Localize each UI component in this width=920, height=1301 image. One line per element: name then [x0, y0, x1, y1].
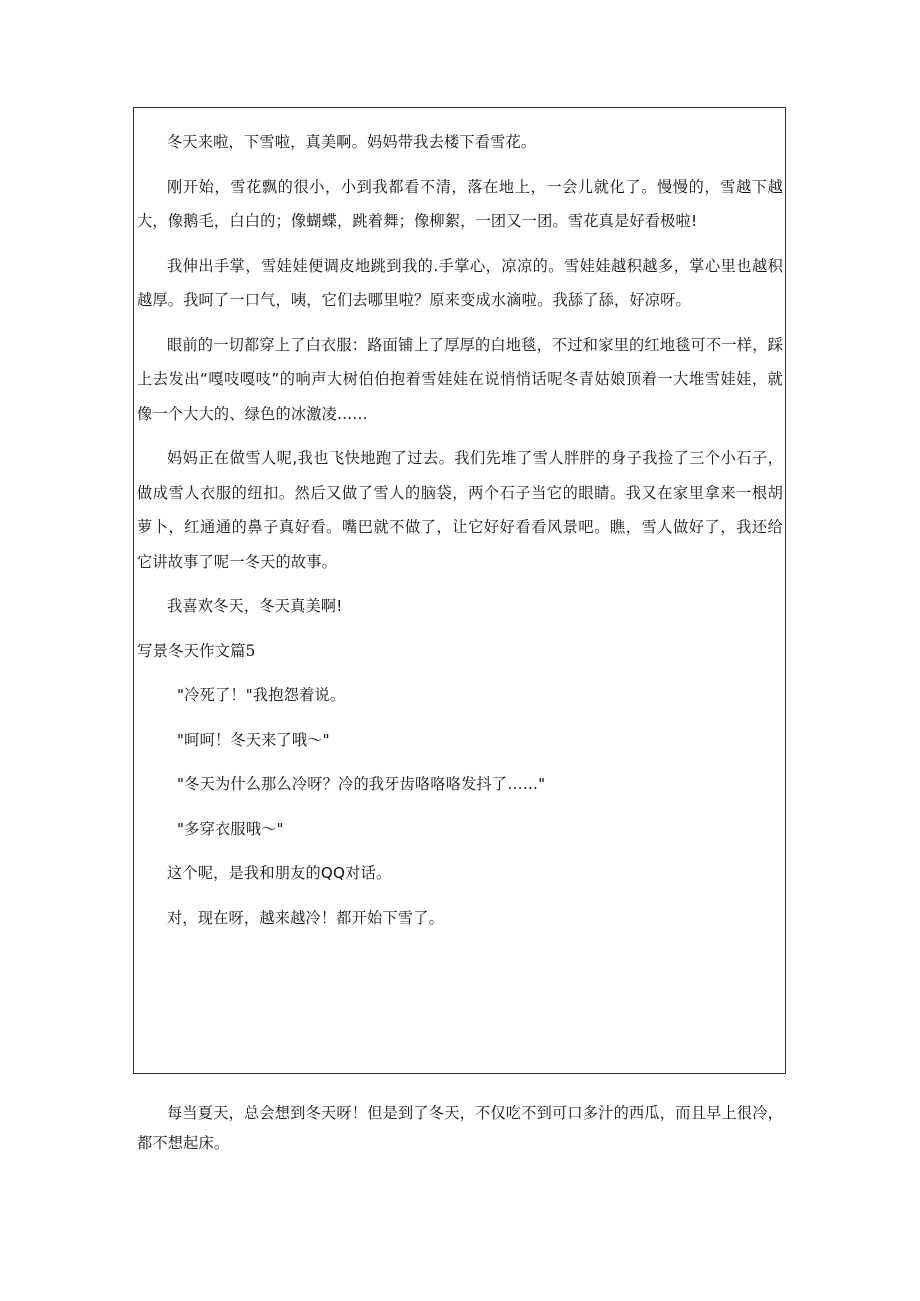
dialog-line: "多穿衣服哦～" — [177, 819, 284, 838]
paragraph-love-winter: 我喜欢冬天，冬天真美啊! — [167, 597, 343, 615]
paragraph-palm: 我伸出手掌，雪娃娃便调皮地跳到我的.手掌心，凉凉的。雪娃娃越积越多，掌心里也越积越厚。我呵了一口气，咦，它们去哪里啦？原来变成水滴啦。我舔了舔，好凉呀。 — [137, 256, 783, 309]
essay-box — [133, 107, 786, 1074]
section-title: 写景冬天作文篇5 — [137, 641, 256, 660]
paragraph-summer-winter: 每当夏天，总会想到冬天呀！但是到了冬天，不仅吃不到可口多汁的西瓜，而且早上很冷，都不想起床。 — [137, 1104, 783, 1152]
paragraph-snowflakes: 刚开始，雪花飘的很小，小到我都看不清，落在地上，一会儿就化了。慢慢的，雪越下越大，像鹅毛，白白的；像蝴蝶，跳着舞；像柳絮，一团又一团。雪花真是好看极啦! — [137, 177, 783, 230]
paragraph-snowing: 对，现在呀，越来越冷！都开始下雪了。 — [167, 908, 444, 927]
dialog-line: "冬天为什么那么冷呀？冷的我牙齿咯咯咯发抖了……" — [177, 775, 546, 793]
paragraph-qq-dialog: 这个呢，是我和朋友的QQ对话。 — [167, 864, 392, 882]
essay-box-content — [137, 125, 783, 945]
paragraph-white-clothes: 眼前的一切都穿上了白衣服：路面铺上了厚厚的白地毯，不过和家里的红地毯可不一样，踩上去发出“嘎吱嘎吱”的响声大树伯伯抱着雪娃娃在说悄悄话呢冬青姑娘顶着一大堆雪娃娃，就像一个大大的、绿色的冰激凌…… — [137, 335, 783, 423]
dialog-line: "呵呵！冬天来了哦～" — [177, 730, 330, 749]
paragraph-winter-arrives: 冬天来啦，下雪啦，真美啊。妈妈带我去楼下看雪花。 — [167, 133, 537, 151]
paragraph-snowman: 妈妈正在做雪人呢,我也飞快地跑了过去。我们先堆了雪人胖胖的身子我捡了三个小石子，做成雪人衣服的纽扣。然后又做了雪人的脑袋，两个石子当它的眼睛。我又在家里拿来一根胡萝卜，红通通的鼻子真好看。嘴巴就不做了，让它好好看看风景吧。瞧，雪人做好了，我还给它讲故事了呢一冬天的故事。 — [137, 449, 783, 571]
dialog-line: "冷死了！"我抱怨着说。 — [177, 686, 346, 704]
outside-text — [137, 1098, 783, 1168]
